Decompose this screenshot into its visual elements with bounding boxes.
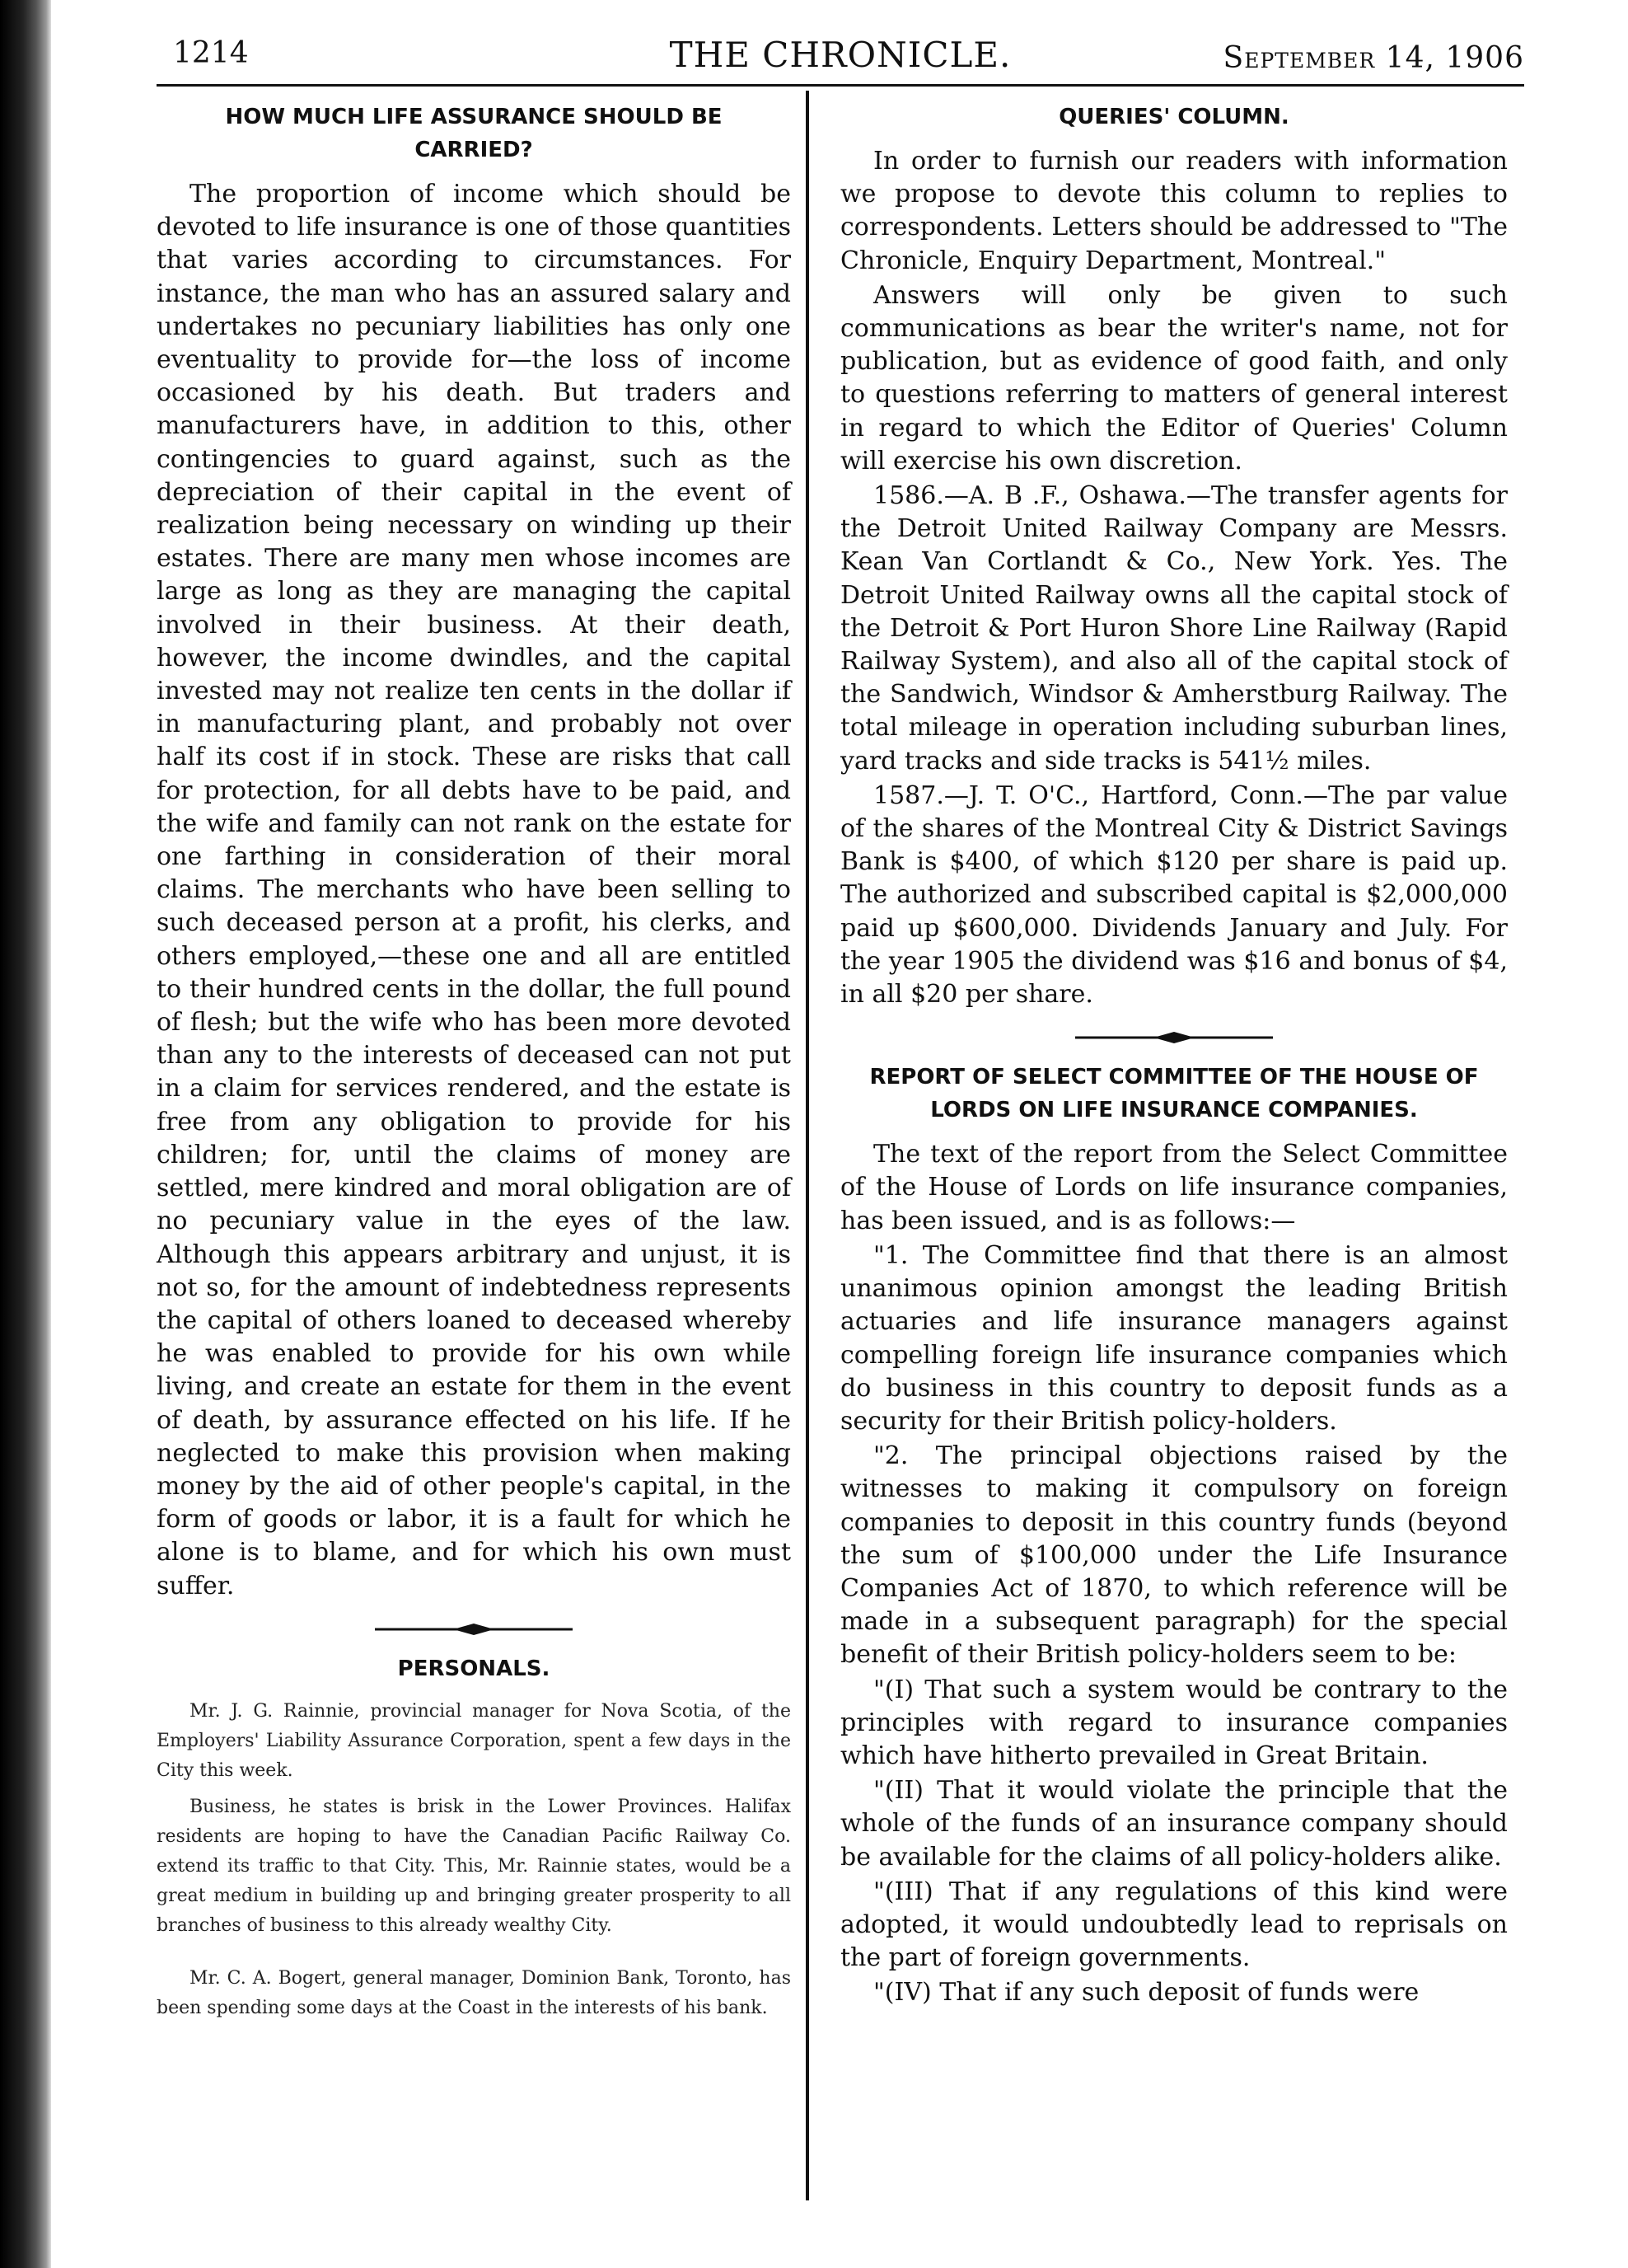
newspaper-page — [157, 25, 1524, 2250]
personal-item: Mr. C. A. Bogert, general manager, Dominion Bank, Toronto, has been spending some days at the Coast in the interests of his bank. — [157, 1967, 791, 2018]
section-ornament — [375, 1623, 573, 1636]
queries-intro: In order to furnish our readers with information we propose to devote this column to replies to correspondents. Letters should be addressed to "The Chronicle, Enquiry Department, Montreal." — [840, 147, 1508, 275]
section-ornament — [1075, 1031, 1273, 1044]
personals-heading: PERSONALS. — [397, 1656, 550, 1681]
report-paragraph: "(III) That if any regulations of this kind were adopted, it would undoubtedly lead to reprisals on the part of foreign governments. — [840, 1877, 1508, 1973]
publication-title: THE CHRONICLE. — [669, 35, 1012, 75]
queries-intro: Answers will only be given to such communications as bear the writer's name, not for publication, but as evidence of good faith, and only to questions referring to matters of general interest in regard to which the Editor of Queries' Column will exercise his own discretion. — [840, 280, 1508, 476]
article-heading: HOW MUCH LIFE ASSURANCE SHOULD BE CARRIED? — [225, 105, 723, 162]
report-paragraph: "(IV) That if any such deposit of funds were — [873, 1978, 1420, 2008]
report-paragraph: "1. The Committee find that there is an almost unanimous opinion amongst the leading British actuaries and life insurance managers against compelling foreign life insurance companies which do business in this country to deposit funds as a security for their British policy-holders. — [840, 1240, 1508, 1436]
queries-heading: QUERIES' COLUMN. — [1059, 105, 1289, 129]
issue-date: September 14, 1906 — [1223, 41, 1524, 75]
report-paragraph: The text of the report from the Select Committee of the House of Lords on life insurance companies, has been issued, and is as follows:— — [840, 1140, 1508, 1235]
report-paragraph: "(I) That such a system would be contrary to the principles with regard to insurance companies which have hitherto prevailed in Great Britain. — [840, 1675, 1508, 1770]
query-answer: 1586.—A. B .F., Oshawa.—The transfer agents for the Detroit United Railway Company are Messrs. Kean Van Cortlandt & Co., New York. Yes. The Detroit United Railway owns all the capital stock of the Detroit & Port Huron Shore Line Railway (Rapid Railway System), and also all of the capital stock of the Sandwich, Windsor & Amherstburg Railway. The total mileage in operation including suburban lines, yard tracks and side tracks is 541½ miles. — [840, 481, 1508, 776]
article-body: The proportion of income which should be devoted to life insurance is one of those quantities that varies according to circumstances. For instance, the man who has an assured salary and undertakes no pecuniary liabilities has only one eventuality to provide for—the loss of income occasioned by his death. But traders and manufacturers have, in addition to this, other contingencies to guard against, such as the depreciation of their capital in the event of realization being necessary on winding up their estates. There are many men whose incomes are large as long as they are managing the capital involved in their business. At their death, however, the income dwindles, and the capital invested may not realize ten cents in the dollar if in manufacturing plant, and probably not over half its cost if in stock. These are risks that call for protection, for all debts have to be paid, and the wife and family can not rank on the estate for one farthing in consideration of their moral claims. The merchants who have been selling to such deceased person at a profit, his clerks, and others employed,—these one and all are entitled to their hundred cents in the dollar, the full pound of flesh; but the wife who has been more devoted than any to the interests of deceased can not put in a claim for services rendered, and the estate is free from any obligation to provide for his children; for, until the claims of money are settled, mere kindred and moral obligation are of no pecuniary value in the eyes of the law. Although this appears arbitrary and unjust, it is not so, for the amount of indebtedness represents the capital of others loaned to deceased whereby he was enabled to provide for his own while living, and create an estate for them in the event of death, by assurance effected on his life. If he neglected to make this provision when making money by the aid of other people's capital, in the form of goods or labor, it is a fault for which he alone is to blame, and for which his own must suffer. — [157, 180, 791, 1600]
column-divider — [806, 91, 809, 2200]
right-column — [840, 101, 1508, 2010]
page-number: 1214 — [173, 36, 249, 70]
report-paragraph: "2. The principal objections raised by the witnesses to making it compulsory on foreign companies to deposit in this country funds (beyond the sum of $100,000 under the Life Insurance Companies Act of 1870, to which reference will be made in a subsequent paragraph) for the special benefit of their British policy-holders seem to be: — [840, 1441, 1508, 1670]
header-rule — [157, 84, 1524, 87]
personal-item: Mr. J. G. Rainnie, provincial manager for Nova Scotia, of the Employers' Liability Assurance Corporation, spent a few days in the City this week. — [157, 1700, 791, 1781]
left-column — [157, 101, 791, 2023]
book-binding-edge — [0, 0, 51, 2268]
personal-item: Business, he states is brisk in the Lower Provinces. Halifax residents are hoping to have the Canadian Pacific Railway Co. extend its traffic to that City. This, Mr. Rainnie states, would be a great medium in building up and bringing greater prosperity to all branches of business to this already wealthy City. — [157, 1796, 791, 1936]
report-paragraph: "(II) That it would violate the principle that the whole of the funds of an insurance company should be available for the claims of all policy-holders alike. — [840, 1776, 1508, 1872]
page-header — [157, 25, 1524, 82]
report-heading: REPORT OF SELECT COMMITTEE OF THE HOUSE OF LORDS ON LIFE INSURANCE COMPANIES. — [869, 1065, 1479, 1123]
query-answer: 1587.—J. T. O'C., Hartford, Conn.—The par value of the shares of the Montreal City & District Savings Bank is $400, of which $120 per share is paid up. The authorized and subscribed capital is $2,000,000 paid up $600,000. Dividends January and July. For the year 1905 the dividend was $16 and bonus of $4, in all $20 per share. — [840, 780, 1508, 1010]
